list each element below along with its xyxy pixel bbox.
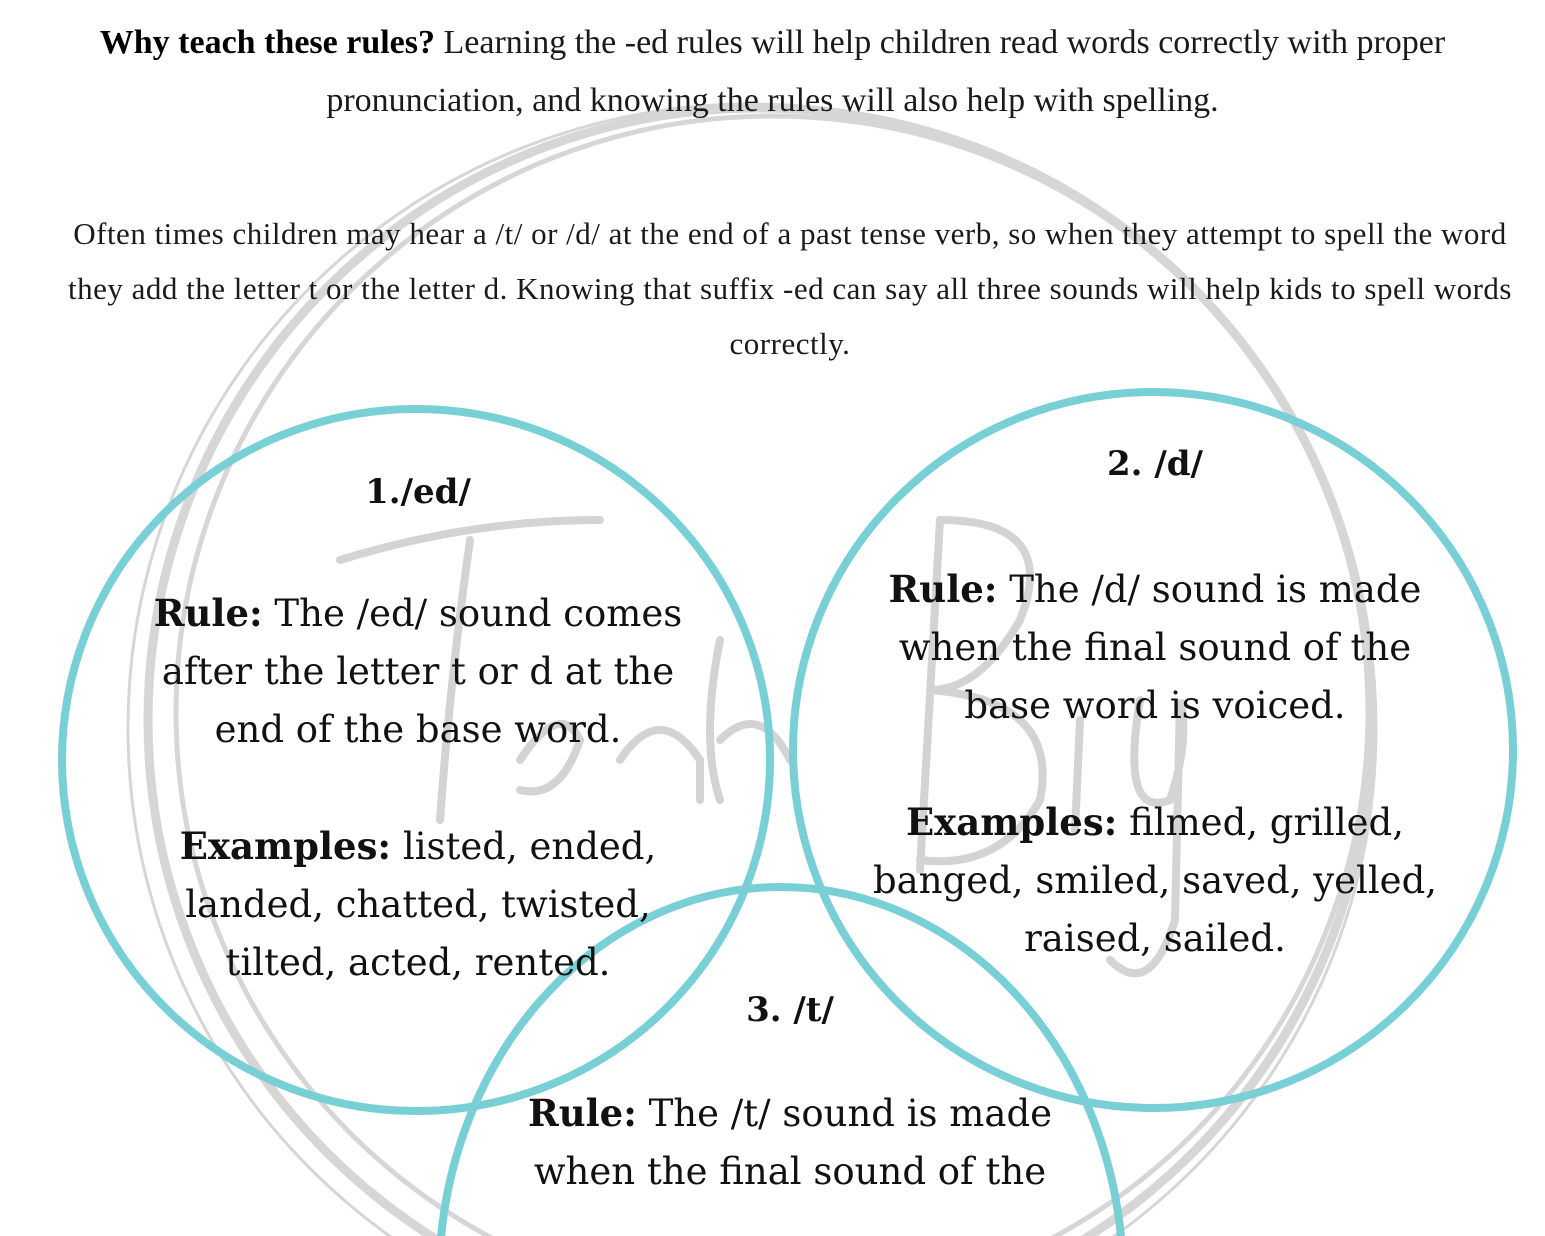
- spelling-note: Often times children may hear a /t/ or /d/ at the end of a past tense verb, so when they attempt to spell the word they add the letter t or the letter d. Knowing that suffix -ed can say all three sounds will help kids to spell words correctly.: [67, 216, 1512, 361]
- intro-lead: Why teach these rules?: [99, 24, 436, 61]
- rule-ed-examples: [140, 817, 696, 992]
- examples-text: listed, ended, landed, chatted, twisted, tilted, acted, rented.: [185, 825, 657, 984]
- rule-d-panel: [850, 444, 1460, 968]
- rule-ed-description: [140, 584, 696, 759]
- rule-text: The /d/ sound is made when the final sound of the base word is voiced.: [898, 568, 1422, 727]
- rule-label: Rule:: [527, 1091, 637, 1135]
- rule-ed-panel: [140, 472, 696, 992]
- rule-text: The /ed/ sound comes after the letter t or d at the end of the base word.: [161, 592, 683, 751]
- rule-d-description: [850, 560, 1460, 735]
- rule-label: Rule:: [153, 591, 263, 635]
- rule-t-panel: [510, 990, 1070, 1201]
- rule-d-title: 2. /d/: [1107, 444, 1203, 484]
- examples-label: Examples:: [179, 824, 392, 868]
- rule-text: The /t/ sound is made when the final sound of the: [533, 1092, 1053, 1193]
- examples-text: filmed, grilled, banged, smiled, saved, yelled, raised, sailed.: [872, 801, 1438, 960]
- rule-d-examples: [850, 793, 1460, 968]
- rule-ed-title: 1./ed/: [365, 472, 471, 512]
- intro-text: Learning the -ed rules will help children read words correctly with proper pronunciation, and knowing the rules will also help with spelling.: [326, 24, 1446, 119]
- examples-label: Examples:: [905, 800, 1118, 844]
- rule-t-description: [510, 1084, 1070, 1201]
- rule-label: Rule:: [888, 567, 998, 611]
- rule-t-title: 3. /t/: [746, 990, 834, 1030]
